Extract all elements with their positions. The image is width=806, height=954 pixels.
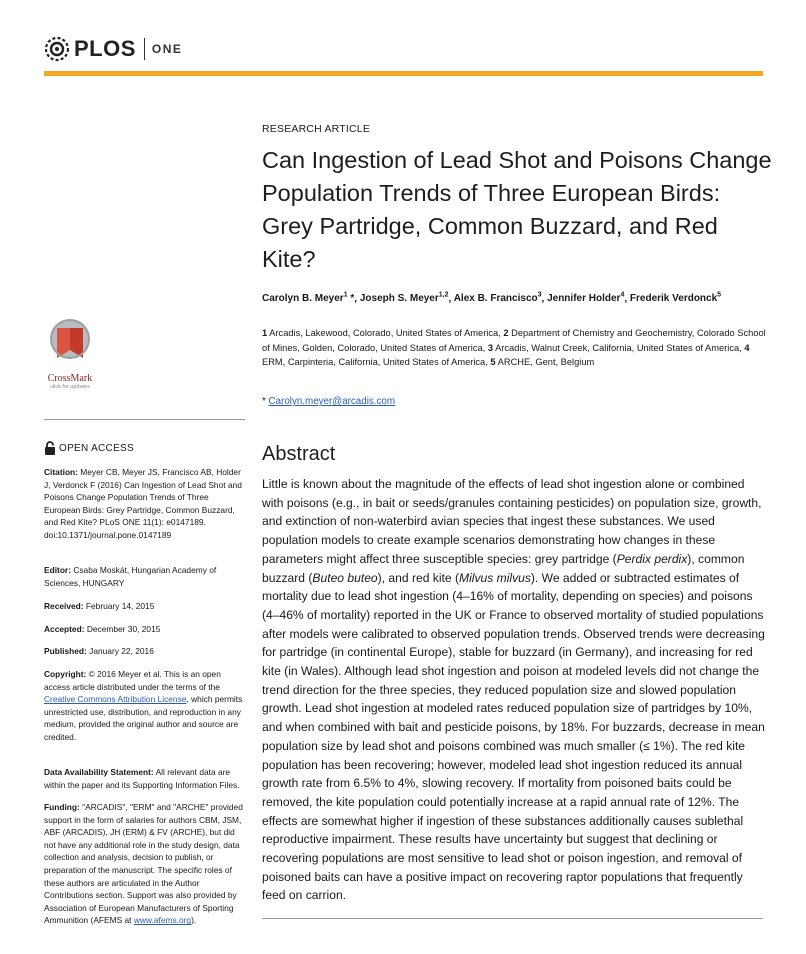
author-affiliation-marker: 4 <box>620 292 625 299</box>
species-name: Perdix perdix <box>616 551 688 566</box>
abstract-segment: ), and red kite ( <box>377 570 459 585</box>
species-name: Buteo buteo <box>312 570 378 585</box>
author-affiliation-marker: 5 <box>717 292 722 299</box>
plos-logo-icon <box>44 36 70 62</box>
data-availability-label: Data Availability Statement: <box>44 767 154 777</box>
copyright <box>44 668 247 744</box>
email-marker: * <box>262 396 269 407</box>
citation <box>44 466 247 542</box>
corresponding-marker: * <box>347 293 355 305</box>
crossmark-icon <box>49 318 91 366</box>
header-accent-bar <box>44 71 763 76</box>
author <box>454 293 542 304</box>
funding-label: Funding: <box>44 802 80 812</box>
affiliation-number: 2 <box>503 328 509 338</box>
crossmark-badge[interactable] <box>40 318 100 390</box>
abstract-text <box>262 475 765 905</box>
abstract-segment: ). We added or subtracted estimates of mortality due to lead shot ingestion (4–16% of mortality, depending on species) and poisons (4–46% of mortality) reported in the UK or France to observed mortality of studied populations after models were calibrated to observed population trends. Observed trends were decreasing for partridge (in continental Europe), stable for buzzard (in Germany), and increasing for red kite (in Wales). Although lead shot ingestion and poison at modeled levels did not change the trend direction for the three species, they reduced population size and slowed population growth. Lead shot ingestion at modeled rates reduced population size of partridges by 10%, and when combined with bait and pesticide poisons, by 18%. For buzzards, decrease in mean population size by lead shot and poisons combined was much smaller (≤ 1%). The red kite population has been recovering; however, modeled lead shot ingestion reduced its annual growth rate from 6.5% to 4%, slowing recovery. If mortality from poisoned baits could be removed, the kite population could potentially increase at a rapid annual rate of 12%. The effects are somewhat higher if ingestion of these substances additionally causes sublethal reproductive impairment. These results have uncertainty but suggest that declining or recovering populations are most sensitive to lead shot or poison ingestion, and removal of poisoned baits can have a positive impact on recovering raptor populations that frequently feed on carrion. <box>262 570 765 903</box>
open-access-badge <box>44 441 134 455</box>
plos-logo[interactable] <box>44 36 182 62</box>
affiliation-text: ARCHE, Gent, Belgium <box>497 357 595 368</box>
accepted-date <box>44 623 247 636</box>
affiliation-number: 4 <box>744 342 750 353</box>
editor-text: Csaba Moskát, Hungarian Academy of Sciences, HUNGARY <box>44 565 217 588</box>
citation-label: Citation: <box>44 467 78 477</box>
copyright-text: © 2016 Meyer et al. This is an open access article distributed under the terms of the <box>44 669 221 692</box>
license-link[interactable]: Creative Commons Attribution License <box>44 694 187 705</box>
journal-name: ONE <box>151 42 183 56</box>
author <box>262 293 354 304</box>
accepted-value: December 30, 2015 <box>86 624 161 634</box>
affiliation-number: 5 <box>490 357 496 368</box>
author <box>547 293 624 304</box>
author-list: Carolyn B. Meyer$^1$ *, Joseph S. Meyer$^{1,2}$, Alex B. Francisco$^3$, Jennifer Holder$^4$, Frederik Verdonck$^5$ <box>262 292 722 305</box>
author-name: Carolyn B. Meyer <box>262 293 344 305</box>
funding <box>44 801 247 927</box>
affiliation-text: Arcadis, Lakewood, Colorado, United States of America, <box>269 328 501 338</box>
crossmark-label: CrossMark <box>47 373 93 384</box>
author-affiliation-marker: 1 <box>343 292 348 299</box>
published-value: January 22, 2016 <box>89 646 154 656</box>
affiliation-text: ERM, Carpinteria, California, United States of America, <box>262 357 488 368</box>
sidebar-divider <box>44 419 245 420</box>
author-name: Joseph S. Meyer <box>359 293 439 305</box>
copyright-text-end: , which permits unrestricted use, distribution, and reproduction in any medium, provided the original author and source are credited. <box>44 694 243 742</box>
author-name: Alex B. Francisco <box>453 293 538 305</box>
abstract-heading: Abstract <box>262 443 336 465</box>
data-availability <box>44 766 247 791</box>
affiliation-number: 3 <box>487 342 494 353</box>
funding-text-end: ). <box>191 915 197 926</box>
received-value: February 14, 2015 <box>85 601 155 611</box>
author-affiliation-marker: 3 <box>537 292 542 299</box>
author-name: Frederik Verdonck <box>629 293 718 305</box>
afems-link[interactable]: www.afems.org <box>133 915 192 926</box>
affiliation-text: Arcadis, Walnut Creek, California, United States of America, <box>495 342 742 353</box>
data-availability-text: All relevant data are within the paper and its Supporting Information Files. <box>44 767 240 790</box>
copyright-label: Copyright: <box>44 669 87 679</box>
published-label: Published: <box>44 646 87 656</box>
author-affiliation-marker: 1,2 <box>438 292 449 299</box>
open-lock-icon <box>44 441 56 455</box>
abstract-segment: Little is known about the magnitude of the effects of lead shot ingestion alone or combined with poisons (e.g., in bait or seeds/granules containing pesticides) on population size, growth, and extinction of non-waterbird avian species that ingest these substances. We used population models to create example scenarios demonstrating how changes in these parameters might affect three susceptible species: grey partridge ( <box>262 477 762 566</box>
crossmark-sublabel: click for updates <box>50 384 90 390</box>
accepted-label: Accepted: <box>44 624 85 634</box>
funding-text: "ARCADIS", "ERM" and "ARCHE" provided support in the form of salaries for authors CBM, JSM, ABF (ARCADIS), JH (ERM) & FV (ARCHE), but did not have any additional role in the study design, data collection and analysis, decision to publish, or preparation of the manuscript. The specific roles of these authors are articulated in the Author Contributions section. Support was also provided by Association of European Manufacturers of Sporting Ammunition (AFEMS at <box>44 802 243 926</box>
brand-name: PLOS <box>74 36 136 61</box>
received-label: Received: <box>44 601 84 611</box>
divider <box>262 918 763 919</box>
species-name: Milvus milvus <box>459 570 531 585</box>
published-date <box>44 645 247 658</box>
corresponding-email <box>262 396 395 407</box>
article-type: RESEARCH ARTICLE <box>262 123 371 135</box>
abstract-segment: ), common buzzard ( <box>262 551 745 585</box>
open-access-label: OPEN ACCESS <box>59 442 134 454</box>
editor <box>44 564 247 589</box>
editor-label: Editor: <box>44 565 71 575</box>
citation-text: Meyer CB, Meyer JS, Francisco AB, Holder J, Verdonck F (2016) Can Ingestion of Lead Shot and Poisons Change Population Trends of Three European Birds: Grey Partridge, Common Buzzard, and Red Kite? PLoS ONE 11(1): e0147189. doi:10.1371/journal.pone.0147189 <box>44 467 242 540</box>
author <box>360 293 449 304</box>
article-title: Can Ingestion of Lead Shot and Poisons Change Population Trends of Three European Birds: Grey Partridge, Common Buzzard, and Red Kite? <box>262 147 772 272</box>
affiliation-number: 1 <box>262 328 268 338</box>
author-name: Jennifer Holder <box>547 293 621 305</box>
logo-separator <box>144 38 145 60</box>
affiliations <box>262 326 767 370</box>
author <box>630 293 721 304</box>
received-date <box>44 600 247 613</box>
affiliation-text: Department of Chemistry and Geochemistry, Colorado School of Mines, Golden, Colorado, United States of America, <box>262 328 766 353</box>
email-link[interactable]: Carolyn.meyer@arcadis.com <box>268 396 396 407</box>
